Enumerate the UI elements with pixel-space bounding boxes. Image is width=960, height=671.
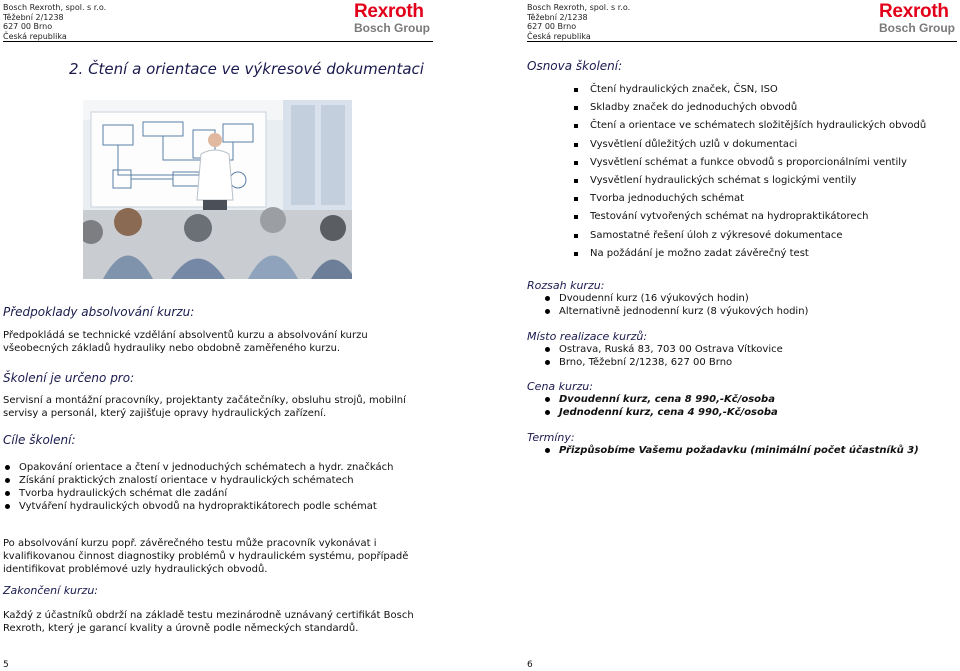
city: 627 00 Brno — [527, 22, 577, 31]
list-item: Čtení a orientace ve schématech složitějších hydraulických obvodů — [574, 117, 954, 135]
list-item: Dvoudenní kurz, cena 8 990,-Kč/osoba — [543, 393, 943, 406]
city: 627 00 Brno — [3, 22, 53, 31]
osnova-heading: Osnova školení: — [527, 59, 623, 73]
logo-sub: Bosch Group — [354, 21, 431, 35]
urceno-text: Servisní a montážní pracovníky, projektanty začátečníky, obsluhu strojů, mobilní servisy a personál, který zajišťuje opravy hydraulických zařízení. — [3, 395, 406, 419]
list-item: Čtení hydraulických značek, ČSN, ISO — [574, 81, 954, 99]
list-item: Brno, Těžební 2/1238, 627 00 Brno — [543, 356, 943, 369]
logo-sub: Bosch Group — [879, 21, 956, 35]
list-item: Alternativně jednodenní kurz (8 výukových hodin) — [543, 305, 943, 318]
right-address — [527, 3, 630, 41]
list-item: Získání praktických znalostí orientace v hydraulických schématech — [3, 474, 433, 487]
absolvovani-text: Po absolvování kurzu popř. závěrečného testu může pracovník vykonávat i kvalifikovanou činnost diagnostiky problémů v hydraulickém systému, popřípadě identifikovat problémové uzly hydraulických obvodů. — [3, 538, 409, 575]
list-item: Samostatné řešení úloh z výkresové dokumentace — [574, 227, 954, 245]
list-item: Dvoudenní kurz (16 výukových hodin) — [543, 292, 943, 305]
zakonceni-heading: Zakončení kurzu: — [3, 584, 99, 597]
rozsah-list — [543, 292, 943, 318]
left-address — [3, 3, 106, 41]
list-item: Jednodenní kurz, cena 4 990,-Kč/osoba — [543, 406, 943, 419]
list-item: Testování vytvořených schémat na hydropraktikátorech — [574, 208, 954, 226]
list-item: Vysvětlení schémat a funkce obvodů s proporcionálními ventily — [574, 154, 954, 172]
zakonceni-text: Každý z účastníků obdrží na základě testu mezinárodně uznávaný certifikát Bosch Rexroth, který je garancí kvality a úrovně podle německých standardů. — [3, 610, 414, 634]
terminy-heading: Termíny: — [527, 431, 575, 444]
training-photo — [83, 100, 352, 279]
country: Česká republika — [3, 31, 67, 41]
list-item: Skladby značek do jednoduchých obvodů — [574, 99, 954, 117]
urceno-heading: Školení je určeno pro: — [3, 371, 135, 385]
cile-list — [3, 461, 433, 513]
rozsah-heading: Rozsah kurzu: — [527, 279, 605, 292]
page-title: 2. Čtení a orientace ve výkresové dokumentaci — [69, 60, 424, 78]
list-item: Na požádání je možno zadat závěrečný test — [574, 245, 954, 263]
page-number-right: 6 — [527, 660, 533, 670]
cile-heading: Cíle školení: — [3, 433, 76, 447]
predpoklady-text: Předpokládá se technické vzdělání absolventů kurzu a absolvování kurzu všeobecných základů hydrauliky nebo obdobně zaměřeného kurzu. — [3, 330, 368, 354]
osnova-list — [574, 81, 954, 263]
list-item: Vysvětlení důležitých uzlů v dokumentaci — [574, 136, 954, 154]
misto-heading: Místo realizace kurzů: — [527, 330, 648, 343]
list-item: Vytváření hydraulických obvodů na hydropraktikátorech podle schémat — [3, 500, 433, 513]
company-name: Bosch Rexroth, spol. s r.o. — [3, 3, 107, 12]
header-rule — [527, 41, 957, 42]
street: Těžební 2/1238 — [527, 12, 588, 22]
predpoklady-heading: Předpoklady absolvování kurzu: — [3, 305, 195, 319]
header-rule — [3, 41, 433, 42]
cena-list — [543, 393, 943, 419]
list-item: Ostrava, Ruská 83, 703 00 Ostrava Vítkovice — [543, 343, 943, 356]
country: Česká republika — [527, 31, 591, 41]
page-number-left: 5 — [3, 660, 9, 670]
list-item: Vysvětlení hydraulických schémat s logickými ventily — [574, 172, 954, 190]
list-item: Opakování orientace a čtení v jednoduchých schématech a hydr. značkách — [3, 461, 433, 474]
list-item: Přizpůsobíme Vašemu požadavku (minimální počet účastníků 3) — [543, 444, 953, 457]
list-item: Tvorba jednoduchých schémat — [574, 190, 954, 208]
classroom-image — [83, 100, 352, 279]
street: Těžební 2/1238 — [3, 12, 64, 22]
logo-main: Rexroth — [354, 1, 424, 22]
terminy-list — [543, 444, 953, 457]
logo-main: Rexroth — [879, 1, 949, 22]
company-name: Bosch Rexroth, spol. s r.o. — [527, 3, 631, 12]
rexroth-logo — [879, 2, 955, 34]
list-item: Tvorba hydraulických schémat dle zadání — [3, 487, 433, 500]
rexroth-logo — [354, 2, 430, 34]
misto-list — [543, 343, 943, 369]
cena-heading: Cena kurzu: — [527, 380, 593, 393]
